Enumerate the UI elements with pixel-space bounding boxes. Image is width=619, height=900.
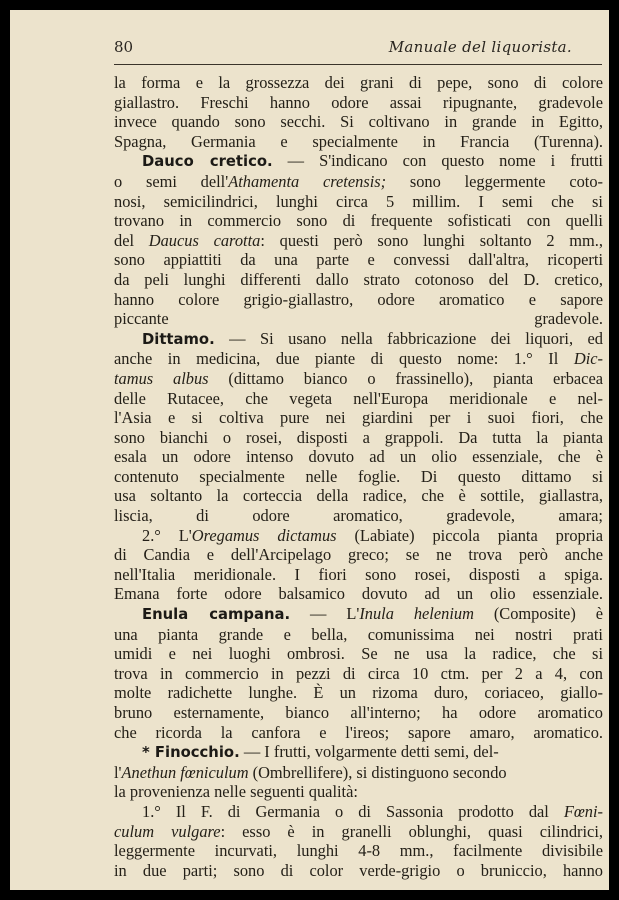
italic-term: culum vulgare bbox=[114, 821, 221, 841]
text-run: (Composite) è bbox=[473, 604, 603, 624]
text-run: leggermente incurvati, lunghi 4-8 mm., facilmente divisibile bbox=[114, 841, 603, 861]
text-run: in due parti; sono di color verde-grigio o bruniccio, hanno bbox=[114, 860, 603, 880]
text-run: la forma e la grossezza dei grani di pepe, sono di colore bbox=[114, 73, 603, 92]
entry-dauco-cretico bbox=[114, 151, 603, 328]
text-run: una pianta grande e bella, comunissima nei nostri prati bbox=[114, 624, 603, 644]
entry-enula-campana bbox=[114, 604, 603, 742]
text-run: anche in medicina, due piante di questo nome: 1.° Il bbox=[114, 349, 574, 369]
text-run: invece quando sono secchi. Si coltivano in grande in Egitto, bbox=[114, 112, 603, 132]
text-run: bruno esternamente, bianco all'interno; ha odore aromatico bbox=[114, 703, 603, 722]
text-run: che ricorda la canfora e l'ireos; sapore amaro, aromatico. bbox=[114, 722, 603, 742]
italic-term: Dic- bbox=[573, 349, 603, 369]
text-run: 2.° L' bbox=[142, 525, 192, 545]
paragraph-pepe-continued bbox=[114, 73, 603, 151]
italic-term: Anethun fœniculum bbox=[121, 762, 249, 782]
text-run: usa soltanto la corteccia della radice, che è sottile, giallastra, bbox=[114, 486, 603, 506]
text-run: l' bbox=[114, 762, 122, 782]
text-run: trovano in commercio sono di frequente sofisticati con quelli bbox=[114, 211, 603, 231]
text-run: piccante gradevole. bbox=[114, 309, 603, 329]
text-run: — Si usano nella fabbricazione dei liquori, ed bbox=[214, 328, 603, 348]
text-run: nosi, semicilindrici, lunghi circa 5 millim. I semi che si bbox=[114, 191, 603, 211]
text-run: : questi però sono lunghi soltanto 2 mm., bbox=[260, 230, 603, 250]
text-run: molte radichette lunghe. È un rizoma duro, coriaceo, giallo- bbox=[114, 683, 603, 703]
body-text bbox=[114, 73, 603, 880]
entry-heading: * Finocchio. bbox=[142, 744, 240, 762]
text-run: contenuto specialmente nelle foglie. Di questo dittamo si bbox=[114, 466, 603, 486]
italic-term: Daucus carotta bbox=[148, 230, 261, 250]
text-run: liscia, di odore aromatico, gradevole, amara; bbox=[114, 506, 603, 526]
text-run: umidi e nei luoghi ombrosi. Se ne usa la radice, che si bbox=[114, 644, 603, 664]
italic-term: tamus albus bbox=[114, 368, 209, 388]
text-run: esala un odore intenso dovuto ad un olio essenziale, che è bbox=[114, 447, 603, 467]
text-run: sono leggermente coto- bbox=[386, 171, 603, 191]
italic-term: Athamenta cretensis; bbox=[228, 171, 387, 191]
running-title: Manuale del liquorista. bbox=[388, 38, 572, 56]
italic-term: Fœni- bbox=[563, 801, 603, 821]
text-run: (Ombrellifere), si distinguono secondo bbox=[248, 762, 507, 782]
text-run: Emana forte odore balsamico dovuto ad un olio essenziale. bbox=[114, 584, 603, 604]
text-run: o semi dell' bbox=[114, 171, 229, 191]
entry-heading: Dauco cretico. bbox=[142, 153, 273, 171]
entry-finocchio-germania bbox=[114, 802, 603, 880]
text-run: (dittamo bianco o frassinello), pianta erbacea bbox=[208, 368, 604, 388]
text-run: (Labiate) piccola pianta propria bbox=[336, 525, 603, 545]
text-run: da peli lunghi differenti dallo strato cotonoso del D. cretico, bbox=[114, 269, 603, 289]
text-run: trova in commercio in pezzi di circa 10 ctm. per 2 a 4, con bbox=[114, 663, 603, 683]
entry-finocchio bbox=[114, 742, 603, 802]
text-run: l'Asia e si coltiva pure nei giardini per i suoi fiori, che bbox=[114, 408, 603, 428]
text-run: Spagna, Germania e specialmente in Francia (Turenna). bbox=[114, 131, 603, 151]
italic-term: Inula helenium bbox=[359, 604, 474, 624]
text-run: hanno colore grigio-giallastro, odore aromatico e sapore bbox=[114, 289, 603, 309]
text-run: — I frutti, volgarmente detti semi, del- bbox=[239, 742, 499, 762]
entry-heading: Dittamo. bbox=[142, 330, 215, 348]
text-run: sono appiattiti da una parte e convessi dall'altra, ricoperti bbox=[114, 250, 603, 270]
page-number: 80 bbox=[114, 38, 134, 56]
italic-term: Oregamus dictamus bbox=[191, 525, 337, 545]
text-run: — L' bbox=[290, 604, 360, 624]
page-header bbox=[114, 30, 602, 65]
entry-heading: Enula campana. bbox=[142, 606, 291, 624]
book-page bbox=[10, 10, 609, 890]
text-run: la provenienza nelle seguenti qualità: bbox=[114, 782, 358, 802]
text-run: 1.° Il F. di Germania o di Sassonia prodotto dal bbox=[142, 801, 564, 821]
text-run: giallastro. Freschi hanno odore assai ripugnante, gradevole bbox=[114, 92, 603, 112]
text-run: nell'Italia meridionale. I fiori sono rosei, disposti a spiga. bbox=[114, 564, 603, 584]
text-run: del bbox=[114, 230, 149, 250]
text-run: di Candia e dell'Arcipelago greco; se ne trova però anche bbox=[114, 545, 603, 565]
text-run: sono bianchi o rosei, disposti a grappoli. Da tutta la pianta bbox=[114, 427, 603, 447]
text-run: — S'indicano con questo nome i frutti bbox=[272, 151, 603, 171]
entry-dittamo-second-species bbox=[114, 526, 603, 604]
entry-dittamo bbox=[114, 329, 603, 526]
text-run: : esso è in granelli oblunghi, quasi cilindrici, bbox=[220, 821, 603, 841]
text-run: delle Rutacee, che vegeta nell'Europa meridionale e nel- bbox=[114, 388, 603, 408]
